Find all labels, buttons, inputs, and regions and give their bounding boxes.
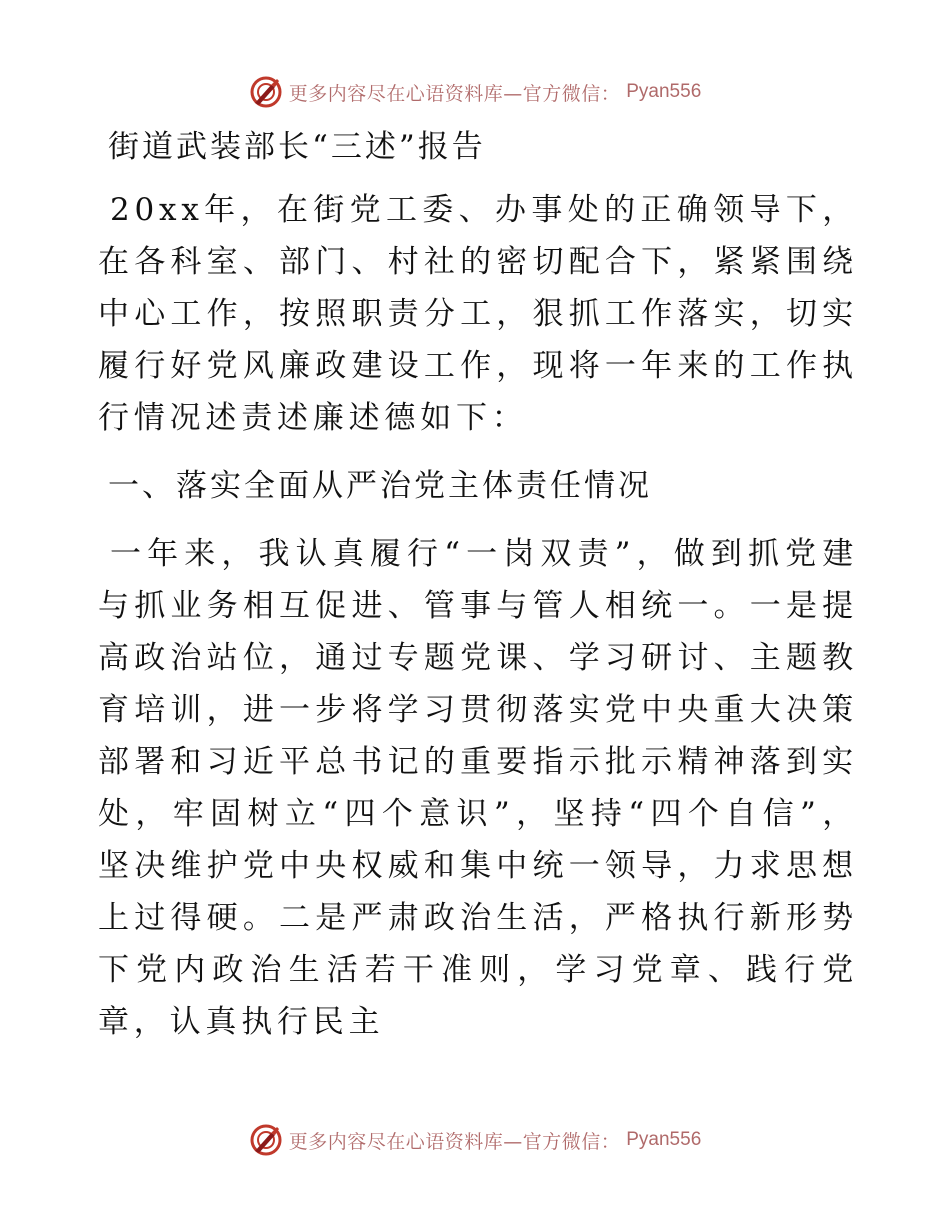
intro-paragraph: 20xx年，在街党工委、办事处的正确领导下，在各科室、部门、村社的密切配合下，紧紧围绕中心工作，按照职责分工，狠抓工作落实，切实履行好党风廉政建设工作，现将一年来的工作执行情况述责述廉述德如下： — [98, 192, 858, 436]
section-paragraph: 一年来，我认真履行“一岗双责”，做到抓党建与抓业务相互促进、管事与管人相统一。一是提高政治站位，通过专题党课、学习研讨、主题教育培训，进一步将学习贯彻落实党中央重大决策部署和习近平总书记的重要指示批示精神落到实处，牢固树立“四个意识”，坚持“四个自信”，坚决维护党中央权威和集中统一领导，力求思想上过得硬。二是严肃政治生活，严格执行新形势下党内政治生活若干准则，学习党章、践行党章，认真执行民主 — [98, 536, 858, 1040]
watermark-text: 更多内容尽在心语资料库—官方微信： — [288, 1130, 621, 1153]
watermark-text: 更多内容尽在心语资料库—官方微信： — [288, 82, 621, 105]
watermark-wechat-id: Pyan556 — [626, 81, 702, 102]
watermark-wechat-id: Pyan556 — [626, 1129, 702, 1150]
document-title: 街道武装部长“三述”报告 — [108, 129, 486, 165]
document-body — [98, 122, 858, 1064]
watermark-footer — [0, 1118, 950, 1162]
brush-logo-icon — [249, 75, 283, 109]
section-heading: 一、落实全面从严治党主体责任情况 — [108, 468, 652, 504]
brush-logo-icon — [249, 1123, 283, 1157]
watermark-header — [0, 70, 950, 114]
